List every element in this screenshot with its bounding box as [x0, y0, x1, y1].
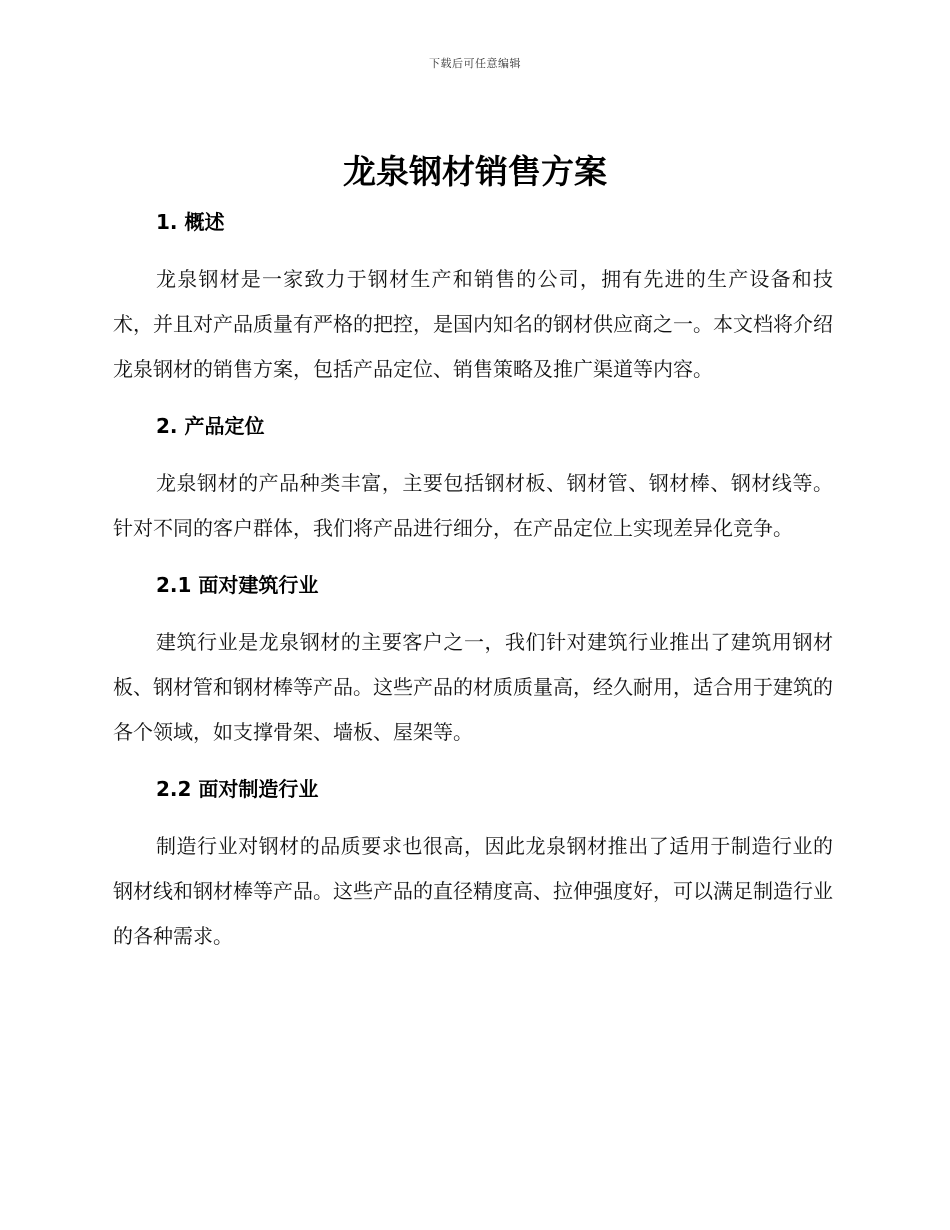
- section-heading-product-positioning: 2. 产品定位: [156, 414, 265, 438]
- section-heading-construction: 2.1 面对建筑行业: [156, 573, 319, 597]
- section-paragraph-product-positioning: 龙泉钢材的产品种类丰富，主要包括钢材板、钢材管、钢材棒、钢材线等。针对不同的客户群体，我们将产品进行细分，在产品定位上实现差异化竞争。: [113, 471, 833, 540]
- document-title: 龙泉钢材销售方案: [343, 152, 607, 191]
- section-paragraph-manufacturing: 制造行业对钢材的品质要求也很高，因此龙泉钢材推出了适用于制造行业的钢材线和钢材棒等产品。这些产品的直径精度高、拉伸强度好，可以满足制造行业的各种需求。: [113, 834, 833, 948]
- document-body: [113, 206, 833, 959]
- section-paragraph-overview: 龙泉钢材是一家致力于钢材生产和销售的公司，拥有先进的生产设备和技术，并且对产品质量有严格的把控，是国内知名的钢材供应商之一。本文档将介绍龙泉钢材的销售方案，包括产品定位、销售策略及推广渠道等内容。: [113, 267, 833, 381]
- section-heading-overview: 1. 概述: [156, 210, 225, 234]
- section-heading-manufacturing: 2.2 面对制造行业: [156, 777, 319, 801]
- section-paragraph-construction: 建筑行业是龙泉钢材的主要客户之一，我们针对建筑行业推出了建筑用钢材板、钢材管和钢材棒等产品。这些产品的材质质量高，经久耐用，适合用于建筑的各个领域，如支撑骨架、墙板、屋架等。: [113, 630, 833, 744]
- header-note: 下载后可任意编辑: [429, 57, 521, 70]
